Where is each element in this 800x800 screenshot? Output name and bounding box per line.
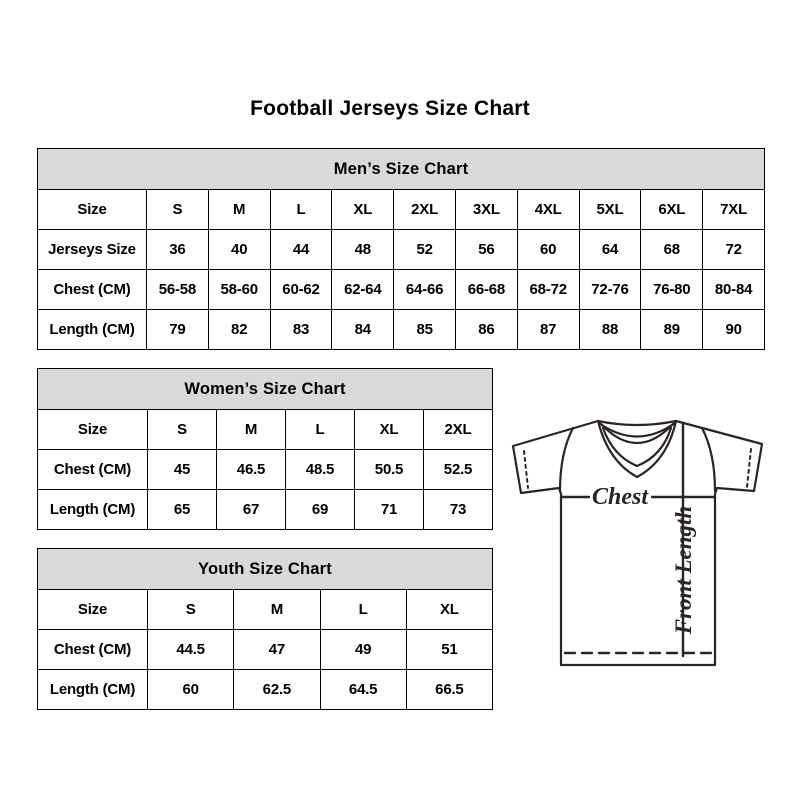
value-cell: 71 [355, 490, 424, 530]
value-cell: 79 [147, 310, 209, 350]
table-title: Youth Size Chart [38, 549, 493, 590]
value-cell: 68 [641, 230, 703, 270]
value-cell: L [286, 410, 355, 450]
value-cell: S [148, 410, 217, 450]
value-cell: 51 [406, 630, 492, 670]
jersey-collar-arc-2 [601, 424, 673, 443]
value-cell: 45 [148, 450, 217, 490]
value-cell: 40 [208, 230, 270, 270]
value-cell: L [320, 590, 406, 630]
value-cell: 84 [332, 310, 394, 350]
jersey-diagram [503, 403, 775, 675]
value-cell: M [234, 590, 320, 630]
value-cell: S [148, 590, 234, 630]
value-cell: 47 [234, 630, 320, 670]
value-cell: 72 [703, 230, 765, 270]
table-row [38, 490, 493, 530]
value-cell: 5XL [579, 190, 641, 230]
value-cell: 58-60 [208, 270, 270, 310]
value-cell: S [147, 190, 209, 230]
sleeve-stitch-left-line [524, 451, 528, 488]
jersey-seam-left [560, 428, 573, 491]
value-cell: 62-64 [332, 270, 394, 310]
value-cell: 66-68 [455, 270, 517, 310]
value-cell: 2XL [424, 410, 493, 450]
value-cell: 65 [148, 490, 217, 530]
value-cell: 4XL [517, 190, 579, 230]
value-cell: 56-58 [147, 270, 209, 310]
value-cell: XL [406, 590, 492, 630]
table-title: Men’s Size Chart [38, 149, 765, 190]
row-label-cell: Length (CM) [38, 490, 148, 530]
value-cell: 49 [320, 630, 406, 670]
value-cell: XL [355, 410, 424, 450]
value-cell: 88 [579, 310, 641, 350]
value-cell: M [208, 190, 270, 230]
value-cell: 60 [517, 230, 579, 270]
table-row [38, 230, 765, 270]
row-label-cell: Length (CM) [38, 670, 148, 710]
row-label-cell: Length (CM) [38, 310, 147, 350]
value-cell: 52.5 [424, 450, 493, 490]
value-cell: 66.5 [406, 670, 492, 710]
table-header-row [38, 149, 765, 190]
value-cell: M [217, 410, 286, 450]
table-row [38, 590, 493, 630]
value-cell: 73 [424, 490, 493, 530]
table-row [38, 310, 765, 350]
value-cell: 50.5 [355, 450, 424, 490]
table-row [38, 410, 493, 450]
value-cell: 86 [455, 310, 517, 350]
chest-label: Chest [591, 484, 649, 510]
value-cell: 80-84 [703, 270, 765, 310]
row-label-cell: Size [38, 590, 148, 630]
value-cell: 64.5 [320, 670, 406, 710]
table-row [38, 450, 493, 490]
value-cell: 85 [394, 310, 456, 350]
value-cell: 64-66 [394, 270, 456, 310]
jersey-svg [503, 403, 775, 675]
value-cell: 89 [641, 310, 703, 350]
table-header-row [38, 369, 493, 410]
row-label-cell: Chest (CM) [38, 630, 148, 670]
value-cell: 48.5 [286, 450, 355, 490]
table-row [38, 630, 493, 670]
value-cell: 60-62 [270, 270, 332, 310]
value-cell: 46.5 [217, 450, 286, 490]
value-cell: 44.5 [148, 630, 234, 670]
value-cell: 69 [286, 490, 355, 530]
table-title: Women’s Size Chart [38, 369, 493, 410]
value-cell: 52 [394, 230, 456, 270]
page-title: Football Jerseys Size Chart [250, 97, 530, 120]
value-cell: 87 [517, 310, 579, 350]
value-cell: 90 [703, 310, 765, 350]
table-row [38, 190, 765, 230]
row-label-cell: Jerseys Size [38, 230, 147, 270]
table-row [38, 670, 493, 710]
sleeve-stitch-right-line [747, 449, 751, 487]
value-cell: 82 [208, 310, 270, 350]
value-cell: 48 [332, 230, 394, 270]
youth-size-table [37, 548, 493, 710]
value-cell: 60 [148, 670, 234, 710]
row-label-cell: Chest (CM) [38, 270, 147, 310]
value-cell: 76-80 [641, 270, 703, 310]
value-cell: 67 [217, 490, 286, 530]
value-cell: L [270, 190, 332, 230]
value-cell: 7XL [703, 190, 765, 230]
table-header-row [38, 549, 493, 590]
row-label-cell: Chest (CM) [38, 450, 148, 490]
value-cell: 6XL [641, 190, 703, 230]
value-cell: 64 [579, 230, 641, 270]
value-cell: 72-76 [579, 270, 641, 310]
value-cell: 68-72 [517, 270, 579, 310]
front-length-label: Front Length [671, 505, 696, 635]
mens-size-table [37, 148, 765, 350]
row-label-cell: Size [38, 410, 148, 450]
jersey-seam-right [702, 428, 715, 491]
value-cell: XL [332, 190, 394, 230]
value-cell: 44 [270, 230, 332, 270]
value-cell: 3XL [455, 190, 517, 230]
value-cell: 83 [270, 310, 332, 350]
value-cell: 56 [455, 230, 517, 270]
jersey-outline [513, 421, 762, 665]
womens-size-table [37, 368, 493, 530]
value-cell: 62.5 [234, 670, 320, 710]
value-cell: 36 [147, 230, 209, 270]
row-label-cell: Size [38, 190, 147, 230]
value-cell: 2XL [394, 190, 456, 230]
table-row [38, 270, 765, 310]
